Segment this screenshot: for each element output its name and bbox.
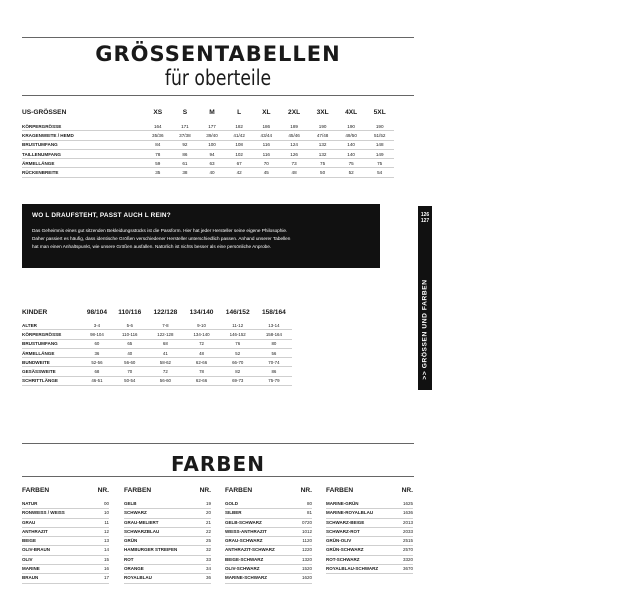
row-label: TAILLENUMFANG bbox=[22, 149, 144, 158]
color-row bbox=[124, 556, 211, 565]
row-label: RÜCKENBREITE bbox=[22, 168, 144, 177]
table-cell: 132 bbox=[308, 149, 337, 158]
color-name: RONWEISS / WEISS bbox=[22, 510, 65, 516]
table-cell: 78 bbox=[144, 149, 171, 158]
row-label: ÄRMELLÄNGE bbox=[22, 159, 144, 168]
table-cell: 80 bbox=[256, 339, 292, 348]
color-name: GRAU bbox=[22, 519, 36, 525]
column-header: XS bbox=[153, 109, 163, 116]
table-cell: 75-79 bbox=[256, 376, 292, 385]
color-number: 0720 bbox=[301, 519, 312, 525]
table-cell: 126 bbox=[280, 149, 309, 158]
color-name-header: FARBEN bbox=[124, 487, 152, 494]
color-row bbox=[225, 556, 312, 565]
color-row bbox=[22, 546, 109, 555]
color-column bbox=[326, 487, 413, 574]
color-name: BEIGE bbox=[22, 538, 37, 544]
table-cell: 58-62 bbox=[147, 358, 183, 367]
table-cell: 149 bbox=[365, 149, 394, 158]
table-cell: 69-73 bbox=[220, 376, 256, 385]
table-row bbox=[22, 149, 394, 158]
color-number: 1220 bbox=[301, 547, 312, 553]
row-label: KÖRPERGRÖSSE bbox=[22, 330, 82, 339]
color-number: 16 bbox=[103, 566, 109, 572]
color-name: GRAU-MELIERT bbox=[124, 519, 159, 525]
table-cell: 40 bbox=[198, 168, 225, 177]
table-cell: 62-66 bbox=[183, 358, 219, 367]
color-name: GRÜN-SCHWARZ bbox=[326, 547, 364, 553]
color-number-header: NR. bbox=[401, 487, 413, 494]
row-label: KRAGENWEITE / HEMD bbox=[22, 131, 144, 140]
column-header: 98/104 bbox=[86, 309, 108, 316]
table-cell: 49/50 bbox=[337, 131, 366, 140]
color-row bbox=[22, 528, 109, 537]
color-row bbox=[22, 565, 109, 574]
color-number: 1320 bbox=[301, 556, 312, 562]
table-cell: 60 bbox=[82, 339, 113, 348]
color-name: GELB bbox=[124, 501, 137, 506]
table-row bbox=[22, 159, 394, 168]
color-column-header bbox=[22, 487, 109, 500]
column-header: US-GRÖSSEN bbox=[22, 109, 67, 116]
table-cell: 140 bbox=[337, 140, 366, 149]
color-number: 25 bbox=[205, 538, 211, 544]
color-row bbox=[225, 519, 312, 528]
color-name: OLIV-BRAUN bbox=[22, 547, 50, 553]
table-cell: 140 bbox=[337, 149, 366, 158]
table-cell: 70 bbox=[253, 159, 280, 168]
color-number: 13 bbox=[103, 538, 109, 544]
table-cell: 110-116 bbox=[112, 330, 147, 339]
color-number: 1120 bbox=[302, 538, 312, 544]
table-cell: 59 bbox=[144, 159, 171, 168]
color-column bbox=[124, 487, 211, 584]
table-cell: 189 bbox=[280, 122, 309, 131]
adult-size-table bbox=[22, 109, 394, 178]
fit-info-line: Das Geheimnis eines gut sitzenden Bekleidungsstücks ist die Passform. Hier hat jeder Hersteller seine eigene Philosophie. bbox=[32, 228, 288, 233]
color-name-header: FARBEN bbox=[326, 487, 354, 494]
table-row bbox=[22, 376, 292, 385]
color-number: 3320 bbox=[402, 556, 413, 562]
color-row bbox=[225, 509, 312, 518]
color-row bbox=[225, 574, 312, 583]
fit-info-text bbox=[32, 227, 377, 251]
colors-divider bbox=[22, 443, 414, 444]
color-name: OLIV-SCHWARZ bbox=[225, 566, 260, 572]
color-row bbox=[326, 546, 413, 555]
table-cell: 5-6 bbox=[112, 321, 147, 330]
table-cell: 38 bbox=[171, 168, 198, 177]
color-row bbox=[326, 519, 413, 528]
color-number: 2033 bbox=[402, 528, 413, 534]
color-column bbox=[22, 487, 109, 584]
color-number: 81 bbox=[306, 510, 312, 516]
colors-title: FARBEN bbox=[171, 452, 265, 476]
color-number: 1012 bbox=[301, 528, 312, 534]
table-cell: 73 bbox=[280, 159, 309, 168]
table-cell: 41 bbox=[147, 348, 183, 357]
table-cell: 86 bbox=[171, 149, 198, 158]
color-row bbox=[22, 537, 109, 546]
fit-info-box bbox=[22, 204, 380, 268]
color-row bbox=[22, 574, 109, 583]
table-cell: 190 bbox=[308, 122, 337, 131]
table-cell: 75 bbox=[337, 159, 366, 168]
table-cell: 75 bbox=[365, 159, 394, 168]
color-number: 00 bbox=[103, 501, 109, 506]
table-cell: 70 bbox=[112, 367, 147, 376]
color-number: 36 bbox=[205, 575, 211, 581]
table-row bbox=[22, 348, 292, 357]
table-cell: 190 bbox=[337, 122, 366, 131]
table-cell: 146-152 bbox=[220, 330, 256, 339]
column-header: 146/152 bbox=[225, 309, 250, 316]
column-header: XL bbox=[262, 109, 271, 116]
color-number: 22 bbox=[205, 528, 211, 534]
table-row bbox=[22, 339, 292, 348]
color-number: 12 bbox=[103, 528, 109, 534]
color-name: ROT bbox=[124, 556, 134, 562]
color-number: 34 bbox=[205, 566, 211, 572]
color-column-header bbox=[225, 487, 312, 500]
color-row bbox=[225, 565, 312, 574]
table-cell: 37/38 bbox=[171, 131, 198, 140]
table-cell: 46-51 bbox=[82, 376, 113, 385]
color-row bbox=[124, 519, 211, 528]
color-number-header: NR. bbox=[199, 487, 211, 494]
table-cell: 11-12 bbox=[220, 321, 256, 330]
color-column bbox=[225, 487, 312, 584]
table-row bbox=[22, 122, 394, 131]
row-label: BRUSTUMFANG bbox=[22, 339, 82, 348]
table-cell: 52 bbox=[337, 168, 366, 177]
column-header: 110/116 bbox=[118, 309, 142, 316]
table-cell: 56-60 bbox=[112, 358, 147, 367]
table-cell: 122-128 bbox=[147, 330, 183, 339]
page-subtitle: für oberteile bbox=[164, 66, 272, 90]
color-row bbox=[326, 565, 413, 574]
table-cell: 116 bbox=[253, 140, 280, 149]
table-cell: 39/40 bbox=[198, 131, 225, 140]
color-number: 1625 bbox=[402, 501, 413, 506]
title-divider bbox=[22, 95, 414, 96]
color-row bbox=[124, 546, 211, 555]
table-cell: 68 bbox=[147, 339, 183, 348]
page-title: GRÖSSENTABELLEN bbox=[95, 42, 341, 66]
color-name: ANTHRAZIT bbox=[22, 528, 48, 534]
color-number: 10 bbox=[103, 510, 109, 516]
column-header: S bbox=[182, 109, 188, 116]
table-row bbox=[22, 358, 292, 367]
color-row bbox=[124, 537, 211, 546]
table-cell: 177 bbox=[198, 122, 225, 131]
table-cell: 51/52 bbox=[365, 131, 394, 140]
table-cell: 52-56 bbox=[82, 358, 113, 367]
color-number: 19 bbox=[205, 501, 211, 506]
color-number-header: NR. bbox=[97, 487, 109, 494]
table-cell: 66-70 bbox=[220, 358, 256, 367]
color-number: 20 bbox=[205, 510, 211, 516]
color-row bbox=[124, 509, 211, 518]
color-name: SCHWARZBLAU bbox=[124, 528, 160, 534]
page-number: 127 bbox=[420, 218, 430, 224]
table-cell: 3-4 bbox=[82, 321, 113, 330]
color-name: SILBER bbox=[225, 510, 242, 516]
table-cell: 164 bbox=[144, 122, 171, 131]
color-row bbox=[124, 574, 211, 583]
color-number: 33 bbox=[205, 556, 211, 562]
table-cell: 61 bbox=[171, 159, 198, 168]
column-header: M bbox=[209, 109, 215, 116]
table-cell: 182 bbox=[226, 122, 253, 131]
table-cell: 35/36 bbox=[144, 131, 171, 140]
color-number: 17 bbox=[103, 575, 109, 581]
color-number: 1636 bbox=[402, 510, 413, 516]
row-label: KÖRPERGRÖSSE bbox=[22, 122, 144, 131]
table-cell: 7-8 bbox=[147, 321, 183, 330]
color-name: ROYALBLAU-SCHWARZ bbox=[326, 566, 379, 572]
color-name: BRAUN bbox=[22, 575, 39, 581]
table-cell: 76 bbox=[220, 339, 256, 348]
table-cell: 158-164 bbox=[256, 330, 292, 339]
table-cell: 124 bbox=[280, 140, 309, 149]
color-name: SCHWARZ-BEIGE bbox=[326, 519, 365, 525]
kids-table-header bbox=[22, 309, 292, 321]
color-name-header: FARBEN bbox=[22, 487, 50, 494]
table-cell: 190 bbox=[365, 122, 394, 131]
row-label: ALTER bbox=[22, 321, 82, 330]
column-header: 134/140 bbox=[189, 309, 214, 316]
color-row bbox=[225, 546, 312, 555]
table-cell: 45 bbox=[253, 168, 280, 177]
table-cell: 54 bbox=[365, 168, 394, 177]
table-cell: 56 bbox=[256, 348, 292, 357]
color-name: OLIV bbox=[22, 556, 33, 562]
color-name: MARINE-GRÜN bbox=[326, 501, 359, 506]
table-cell: 84 bbox=[144, 140, 171, 149]
color-number: 2515 bbox=[402, 538, 413, 544]
color-name: MARINE-SCHWARZ bbox=[225, 575, 267, 581]
color-row bbox=[22, 519, 109, 528]
color-name: SCHWARZ-ROT bbox=[326, 528, 360, 534]
color-name: WEISS-ANTHRAZIT bbox=[225, 528, 267, 534]
table-cell: 132 bbox=[308, 140, 337, 149]
table-cell: 42 bbox=[226, 168, 253, 177]
table-row bbox=[22, 367, 292, 376]
color-row bbox=[326, 509, 413, 518]
page-numbers bbox=[418, 212, 432, 224]
table-cell: 9-10 bbox=[183, 321, 219, 330]
table-cell: 94 bbox=[198, 149, 225, 158]
table-cell: 65 bbox=[112, 339, 147, 348]
column-header: KINDER bbox=[22, 309, 48, 316]
table-cell: 116 bbox=[253, 149, 280, 158]
color-column-header bbox=[326, 487, 413, 500]
column-header: 2XL bbox=[288, 109, 301, 116]
table-cell: 56-60 bbox=[147, 376, 183, 385]
table-cell: 47/48 bbox=[308, 131, 337, 140]
color-name: BEIGE-SCHWARZ bbox=[225, 556, 264, 562]
color-number: 21 bbox=[205, 519, 211, 525]
color-row bbox=[326, 500, 413, 509]
color-name: ROYALBLAU bbox=[124, 575, 152, 581]
page-number: 126 bbox=[420, 212, 430, 218]
color-row bbox=[225, 528, 312, 537]
table-row bbox=[22, 168, 394, 177]
table-cell: 102 bbox=[226, 149, 253, 158]
table-cell: 82 bbox=[220, 367, 256, 376]
color-name: HAMBURGER STREIFEN bbox=[124, 547, 178, 553]
row-label: GESÄSSWEITE bbox=[22, 367, 82, 376]
table-row bbox=[22, 140, 394, 149]
color-number: 3670 bbox=[402, 566, 413, 572]
table-cell: 62-66 bbox=[183, 376, 219, 385]
color-row bbox=[22, 500, 109, 509]
row-label: BRUSTUMFANG bbox=[22, 140, 144, 149]
column-header: 5XL bbox=[373, 109, 386, 116]
color-name: GRÜN-OLIV bbox=[326, 538, 352, 544]
row-label: ÄRMELLÄNGE bbox=[22, 348, 82, 357]
column-header: 3XL bbox=[316, 109, 329, 116]
table-cell: 68 bbox=[82, 367, 113, 376]
color-number-header: NR. bbox=[300, 487, 312, 494]
fit-info-line: Daher passiert es häufig, dass identische Größen verschiedener Hersteller unterschiedlich passen. Anhand unserer Tabellen bbox=[32, 235, 291, 241]
color-number: 2570 bbox=[402, 547, 413, 553]
color-name: GOLD bbox=[225, 501, 238, 506]
color-number: 14 bbox=[103, 547, 109, 553]
colors-title-divider bbox=[22, 476, 414, 477]
color-name: GRÜN bbox=[124, 538, 138, 544]
color-name: SCHWARZ bbox=[124, 510, 147, 516]
table-cell: 48 bbox=[280, 168, 309, 177]
table-cell: 50-54 bbox=[112, 376, 147, 385]
table-cell: 41/42 bbox=[226, 131, 253, 140]
color-column-header bbox=[124, 487, 211, 500]
color-number: 2013 bbox=[402, 519, 413, 525]
table-cell: 98-104 bbox=[82, 330, 113, 339]
color-number: 15 bbox=[103, 556, 109, 562]
color-row bbox=[225, 537, 312, 546]
kids-size-table bbox=[22, 309, 292, 386]
color-name: MARINE-ROYALBLAU bbox=[326, 510, 374, 516]
table-cell: 92 bbox=[171, 140, 198, 149]
color-name: ANTHRAZIT-SCHWARZ bbox=[225, 547, 275, 553]
color-name: ORANGE bbox=[124, 566, 144, 572]
color-number: 11 bbox=[104, 519, 109, 525]
table-cell: 45/46 bbox=[280, 131, 309, 140]
fit-info-line: hat man einen Anhaltspunkt, wie unsere Größen ausfallen. Natürlich ist nichts besser als eine persönliche Anprobe. bbox=[32, 243, 272, 249]
table-cell: 78 bbox=[183, 367, 219, 376]
fit-info-heading: WO L DRAUFSTEHT, PASST AUCH L REIN? bbox=[32, 212, 171, 219]
row-label: BUNDWEITE bbox=[22, 358, 82, 367]
color-row bbox=[22, 509, 109, 518]
table-cell: 108 bbox=[226, 140, 253, 149]
color-name: MARINE bbox=[22, 566, 40, 572]
color-row bbox=[124, 528, 211, 537]
side-tab-label: >> GRÖSSEN UND FARBEN bbox=[421, 279, 429, 380]
top-divider bbox=[22, 37, 414, 38]
table-cell: 52 bbox=[220, 348, 256, 357]
table-cell: 86 bbox=[256, 367, 292, 376]
table-cell: 75 bbox=[308, 159, 337, 168]
table-cell: 70-74 bbox=[256, 358, 292, 367]
table-row bbox=[22, 330, 292, 339]
column-header: L bbox=[237, 109, 242, 116]
table-cell: 36 bbox=[82, 348, 113, 357]
table-cell: 134-140 bbox=[183, 330, 219, 339]
color-name: GELB-SCHWARZ bbox=[225, 519, 262, 525]
column-header: 122/128 bbox=[153, 309, 178, 316]
color-name: GRAU-SCHWARZ bbox=[225, 538, 263, 544]
color-name-header: FARBEN bbox=[225, 487, 253, 494]
color-number: 1520 bbox=[301, 566, 312, 572]
color-row bbox=[124, 565, 211, 574]
color-row bbox=[225, 500, 312, 509]
table-cell: 63 bbox=[198, 159, 225, 168]
table-cell: 13-14 bbox=[256, 321, 292, 330]
color-name: NATUR bbox=[22, 501, 38, 506]
color-row bbox=[326, 556, 413, 565]
color-number: 1620 bbox=[301, 575, 312, 581]
table-cell: 100 bbox=[198, 140, 225, 149]
table-cell: 48 bbox=[183, 348, 219, 357]
table-cell: 171 bbox=[171, 122, 198, 131]
color-number: 80 bbox=[306, 501, 312, 506]
adult-table-header bbox=[22, 109, 394, 122]
color-name: ROT-SCHWARZ bbox=[326, 556, 360, 562]
row-label: SCHRITTLÄNGE bbox=[22, 376, 82, 385]
table-row bbox=[22, 321, 292, 330]
table-cell: 43/44 bbox=[253, 131, 280, 140]
color-row bbox=[124, 500, 211, 509]
table-cell: 72 bbox=[147, 367, 183, 376]
column-header: 4XL bbox=[345, 109, 358, 116]
table-row bbox=[22, 131, 394, 140]
table-cell: 67 bbox=[226, 159, 253, 168]
table-cell: 35 bbox=[144, 168, 171, 177]
color-row bbox=[326, 528, 413, 537]
table-cell: 186 bbox=[253, 122, 280, 131]
table-cell: 50 bbox=[308, 168, 337, 177]
column-header: 158/164 bbox=[261, 309, 286, 316]
color-row bbox=[22, 556, 109, 565]
table-cell: 72 bbox=[183, 339, 219, 348]
table-cell: 40 bbox=[112, 348, 147, 357]
color-row bbox=[326, 537, 413, 546]
table-cell: 148 bbox=[365, 140, 394, 149]
color-number: 32 bbox=[205, 547, 211, 553]
